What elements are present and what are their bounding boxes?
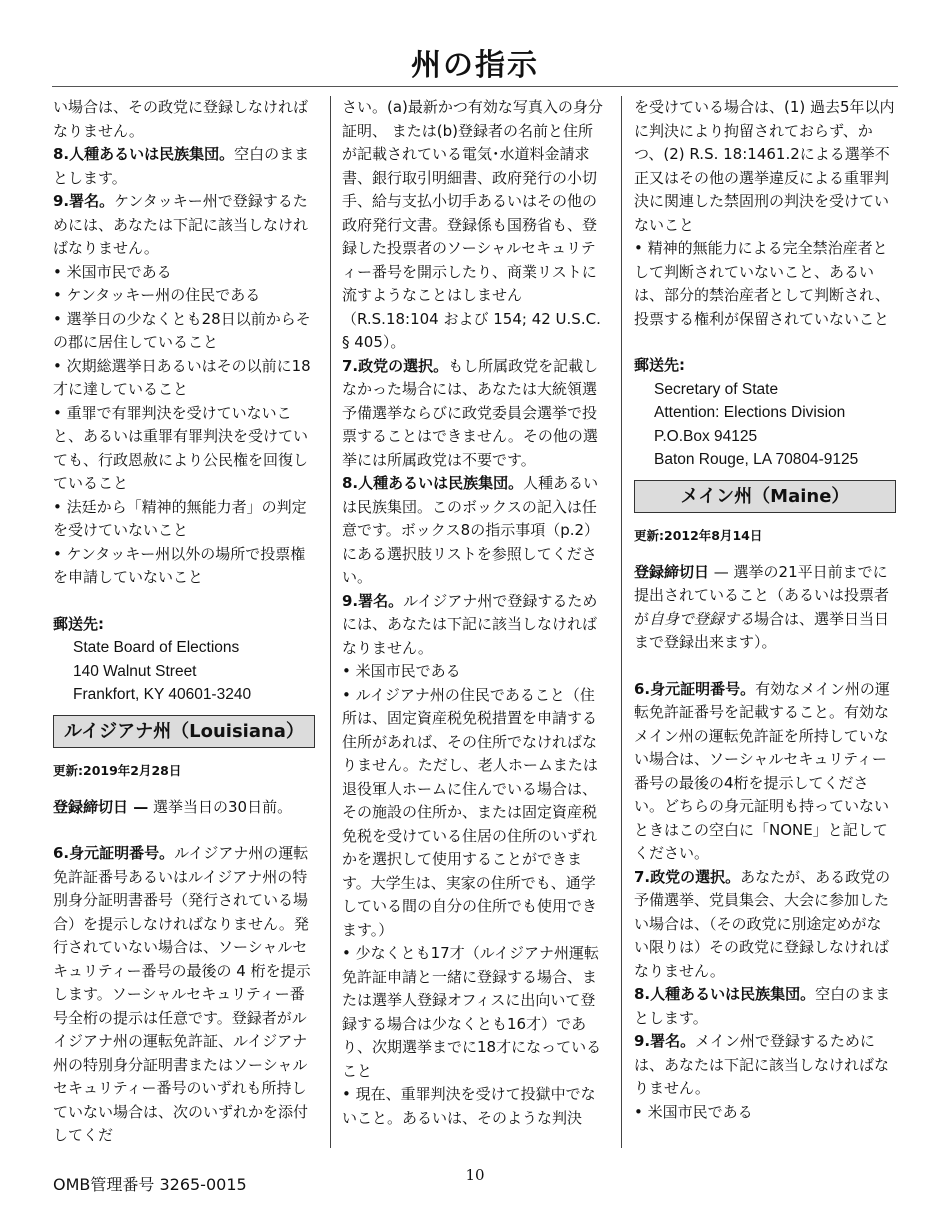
address-line: Secretary of State [654,380,779,398]
address-line: Baton Rouge, LA 70804-9125 [654,451,859,468]
item-label: 8.人種あるいは民族集団。 [634,985,816,1003]
paragraph: さい。(a)最新かつ有効な写真入の身分証明、 または(b)登録者の名前と住所が記載されている電気･水道料金請求書、銀行取引明細書、政府発行の小切手、給与支払小切手あるいはその他の政府発行文書。登録係も国務省も、登録した投票者のソーシャルセキュリティー番号を開示したり、商業リストに流すようなことはしません（R.S.18:104 および 154; 42 U.S.C. § 405）。 [342,98,603,351]
deadline-label: 登録締切日 [634,562,710,581]
updated-date: 更新:2012年8月14日 [634,527,763,543]
item-label: 7.政党の選択。 [634,867,741,886]
mail-label: 郵送先: [634,356,685,374]
updated-date: 更新:2019年2月28日 [53,762,182,778]
bullet-item: • 選挙日の少なくとも28日以前からその郡に居住していること [53,309,311,351]
bullet-item: • 重罪で有罪判決を受けていないこと、あるいは重罪有罪判決を受けていても、行政恩赦により公民権を回復していること [53,403,309,492]
paragraph [342,355,604,473]
item-text: 有効なメイン州の運転免許証番号を記載すること。有効なメイン州の運転免許証を所持していない場合は、ソーシャルセキュリティー番号の最後の4桁を提示してください。どちらの身元証明も持っていないときはこの空白に「NONE」と記してください。 [634,679,890,862]
column-divider [330,96,331,1148]
item-text: 人種あるいは民族集団。このボックスの記入は任意です。ボックス8の指示事項（p.2）にある選択肢リストを参照してください。 [342,474,600,586]
paragraph [53,842,315,1148]
item-text: メイン州で登録するためには、あなたは下記に該当しなければなりません。 [634,1032,890,1097]
paragraph [634,866,896,984]
paragraph [53,143,315,190]
omb-control-number: OMB管理番号 3265-0015 [53,1175,247,1194]
deadline-text: 選挙当日の30日前。 [153,797,293,816]
bullet-item: • 次期総選挙日あるいはその以前に18才に達していること [53,356,311,398]
address-line: Frankfort, KY 40601-3240 [73,686,252,703]
address-line: 140 Walnut Street [73,662,197,680]
bullet-item: • 現在、重罪判決を受けて投獄中でないこと。あるいは、そのような判決 [342,1085,596,1127]
bullet-item: • 少なくとも17才（ルイジアナ州運転免許証申請と一緒に登録する場合、または選挙人登録オフィスに出向いて登録する場合は少なくとも16才）であり、次期選挙までに18才になっていること [342,944,602,1080]
item-label: 6.身元証明番号。 [634,679,756,698]
item-text: 空白のままとします。 [53,145,310,187]
paragraph [634,1030,896,1101]
paragraph: い場合は、その政党に登録しなければなりません。 [53,98,309,140]
bullet-item: • 米国市民である [634,1102,753,1121]
paragraph: を受けている場合は、(1) 過去5年以内に判決により拘留されておらず、かつ、(2) R.S. 18:1461.2による選挙不正又はその他の選挙違反による重罪判決に関連した禁固刑の判決を受けていないこと [634,98,895,234]
paragraph [634,983,896,1030]
mailing-address [53,636,315,707]
deadline-text: 場合は、選挙日当日まで登録出来ます）。 [634,609,890,651]
item-text: もし所属政党を記載しなかった場合には、あなたは大統領選予備選挙ならびに政党委員会選挙で投票することはできません。その他の選挙には所属政党は不要です。 [342,356,599,469]
item-label: 9.署名。 [634,1032,696,1050]
bullet-item: • 精神的無能力による完全禁治産者として判断されていないこと、あるいは、部分的禁治産者として判断され、投票する権利が保留されていないこと [634,239,890,328]
deadline [634,561,896,655]
item-text: ルイジアナ州の運転免許証番号あるいはルイジアナ州の特別身分証明書番号（発行されている場合）を提示しなければなりません。発行されていない場合は、ソーシャルセキュリティー番号の最後の 4 桁を提示します。ソーシャルセキュリティー番号全桁の提示は任意です。登録者がルイジアナ州の運転免許証、ルイジアナ州の特別身分証明書またはソーシャルセキュリティー番号のいずれも所持していない場合は、次のいずれかを添付してくだ [53,844,311,1144]
column-2 [342,96,604,1130]
address-line: Attention: Elections Division [654,404,846,421]
paragraph [634,678,896,866]
deadline-text: — 選挙の21平日前までに提出されていること（あるいは投票者が [634,562,890,628]
page-title: 州の指示 [411,48,539,83]
bullet-item: • ケンタッキー州以外の場所で投票権を申請していないこと [53,544,306,586]
state-heading-maine: メイン州（Maine） [634,480,896,513]
item-label: 8.人種あるいは民族集団。 [53,145,235,163]
page-number: 10 [465,1166,485,1184]
item-text: 空白のままとします。 [634,985,891,1027]
deadline [53,796,315,820]
column-divider [621,96,622,1148]
column-3 [634,96,896,1124]
bullet-item: • 法廷から「精神的無能力者」の判定を受けていないこと [53,497,307,539]
column-1 [53,96,315,1148]
paragraph [342,472,604,590]
address-line: P.O.Box 94125 [654,427,758,445]
mail-label: 郵送先: [53,614,104,633]
deadline-emphasis: 自身で登録する [649,609,755,628]
item-label: 6.身元証明番号。 [53,844,175,862]
state-heading-louisiana: ルイジアナ州（Louisiana） [53,715,315,748]
item-label: 9.署名。 [342,591,404,610]
item-text: あなたが、ある政党の予備選挙、党員集会、大会に参加したい場合は、（その政党に別途定めがない限りは）その政党に登録しなければなりません。 [634,867,891,980]
item-label: 9.署名。 [53,192,115,210]
item-text: ルイジアナ州で登録するためには、あなたは下記に該当しなければなりません。 [342,591,598,657]
bullet-item: • 米国市民である [53,262,172,281]
paragraph [53,190,315,261]
item-label: 7.政党の選択。 [342,356,449,375]
title-divider [52,86,898,87]
bullet-item: • 米国市民である [342,662,461,680]
bullet-item: • ケンタッキー州の住民である [53,286,261,304]
item-label: 8.人種あるいは民族集団。 [342,474,524,492]
mailing-address [634,378,896,472]
bullet-item: • ルイジアナ州の住民であること（住所は、固定資産税免税措置を申請する住所があれば、その住所でなければなりません。ただし、老人ホームまたは退役軍人ホームに住んでいる場合は、その施設の住所か、または固定資産税免税を受けている住居の住所のいずれかを選択して使用することができます。大学生は、実家の住所でも、通学している間の自分の住所でも使用できます。） [342,685,598,939]
paragraph [342,590,604,661]
item-text: ケンタッキー州で登録するためには、あなたは下記に該当しなければなりません。 [53,192,309,257]
address-line: State Board of Elections [73,639,240,656]
deadline-label: 登録締切日 — [53,797,149,816]
